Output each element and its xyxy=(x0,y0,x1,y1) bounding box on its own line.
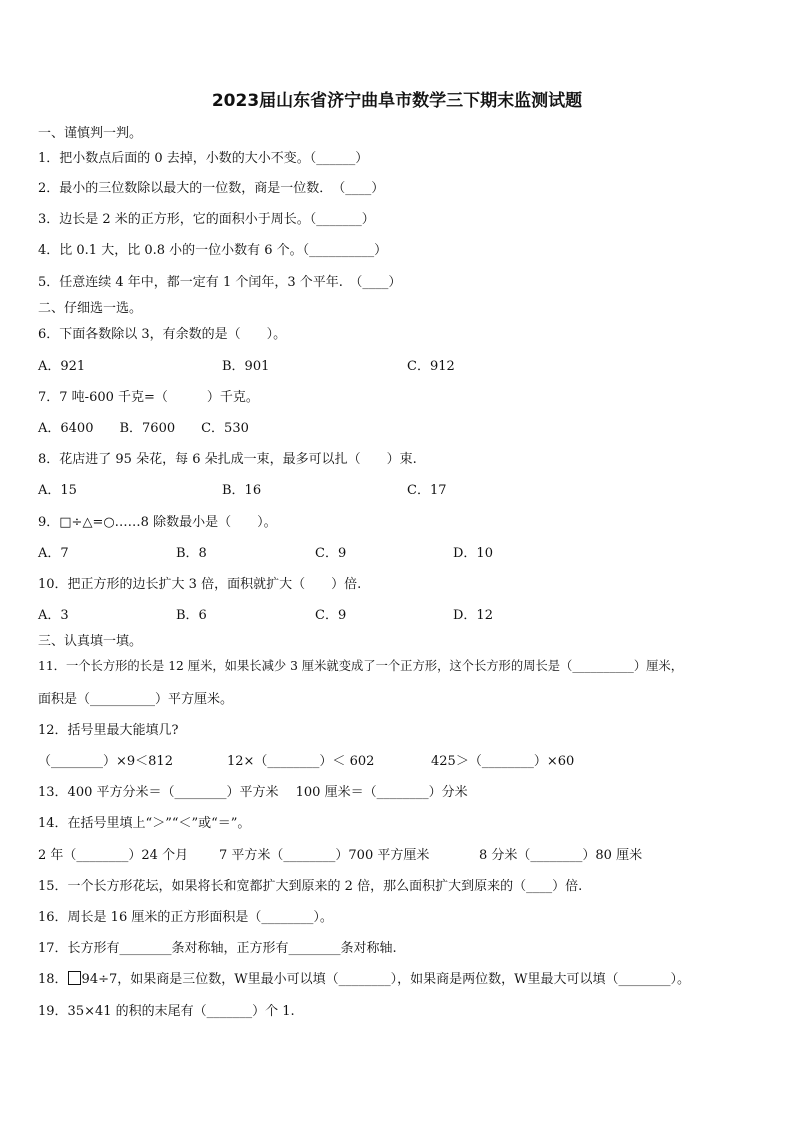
question-2: 2．最小的三位数除以最大的一位数，商是一位数． （____） xyxy=(38,181,385,196)
question-7-options: A．6400 B．7600 C．530 xyxy=(38,421,249,436)
page-title: 2023届山东省济宁曲阜市数学三下期末监测试题 xyxy=(211,91,583,111)
blank-box-icon xyxy=(68,971,81,985)
question-10-option-c: C．9 xyxy=(315,608,347,623)
question-7: 7．7 吨-600 千克=（ ）千克。 xyxy=(38,390,259,405)
question-9-option-b: B．8 xyxy=(176,546,207,561)
question-8-option-a: A．15 xyxy=(38,483,77,498)
question-16: 16．周长是 16 厘米的正方形面积是（________）。 xyxy=(38,910,333,925)
question-17: 17．长方形有________条对称轴，正方形有________条对称轴. xyxy=(38,941,397,956)
question-10-option-a: A．3 xyxy=(38,608,69,623)
question-5: 5．任意连续 4 年中，都一定有 1 个闰年，3 个平年. （____） xyxy=(38,275,402,290)
question-6-option-a: A．921 xyxy=(38,359,86,374)
question-14: 14．在括号里填上“＞”“＜”或“＝”。 xyxy=(38,816,251,831)
question-4: 4．比 0.1 大，比 0.8 小的一位小数有 6 个。（__________） xyxy=(38,243,388,258)
section-heading-2: 二、仔细选一选。 xyxy=(38,301,143,316)
question-8-option-c: C．17 xyxy=(407,483,447,498)
question-10: 10．把正方形的边长扩大 3 倍，面积就扩大（ ）倍. xyxy=(38,577,362,592)
question-12: 12．括号里最大能填几? xyxy=(38,723,179,738)
question-18-number: 18． xyxy=(38,972,68,987)
question-13: 13．400 平方分米＝（________）平方米 100 厘米＝（________）分米 xyxy=(38,785,468,800)
question-9: 9．□÷△=○……8 除数最小是（ ）。 xyxy=(38,515,277,530)
question-3: 3．边长是 2 米的正方形，它的面积小于周长。（_______） xyxy=(38,212,375,227)
question-14-item-c: 8 分米（________）80 厘米 xyxy=(479,848,643,863)
section-heading-3: 三、认真填一填。 xyxy=(38,634,143,649)
question-10-option-b: B．6 xyxy=(176,608,207,623)
question-19: 19．35×41 的积的末尾有（_______）个 1. xyxy=(38,1004,295,1019)
question-14-item-b: 7 平方米（________）700 平方厘米 xyxy=(219,848,430,863)
question-18 xyxy=(38,968,690,987)
question-14-item-a: 2 年（________）24 个月 xyxy=(38,848,189,863)
question-12-item-b: 12×（________）＜ 602 xyxy=(227,754,375,769)
question-9-option-a: A．7 xyxy=(38,546,69,561)
question-10-option-d: D．12 xyxy=(453,608,493,623)
question-18-text: 94÷7，如果商是三位数，W里最小可以填（________），如果商是两位数，W里最大可以填（________）。 xyxy=(81,972,690,987)
question-11-line-1: 11．一个长方形的长是 12 厘米，如果长减少 3 厘米就变成了一个正方形，这个长方形的周长是（__________）厘米， xyxy=(38,659,684,673)
question-8-option-b: B．16 xyxy=(222,483,262,498)
question-6: 6．下面各数除以 3，有余数的是（ ）。 xyxy=(38,327,287,342)
question-12-item-a: （________）×9＜812 xyxy=(38,754,173,769)
question-1: 1．把小数点后面的 0 去掉，小数的大小不变。（______） xyxy=(38,151,369,166)
question-6-option-b: B．901 xyxy=(222,359,270,374)
question-12-item-c: 425＞（________）×60 xyxy=(431,754,575,769)
question-8: 8．花店进了 95 朵花，每 6 朵扎成一束，最多可以扎（ ）束. xyxy=(38,452,417,467)
question-9-option-c: C．9 xyxy=(315,546,347,561)
section-heading-1: 一、谨慎判一判。 xyxy=(38,126,143,141)
question-15: 15．一个长方形花坛，如果将长和宽都扩大到原来的 2 倍，那么面积扩大到原来的（____）倍. xyxy=(38,879,583,894)
question-9-option-d: D．10 xyxy=(453,546,493,561)
question-11-line-2: 面积是（__________）平方厘米。 xyxy=(38,692,234,707)
question-6-option-c: C．912 xyxy=(407,359,455,374)
